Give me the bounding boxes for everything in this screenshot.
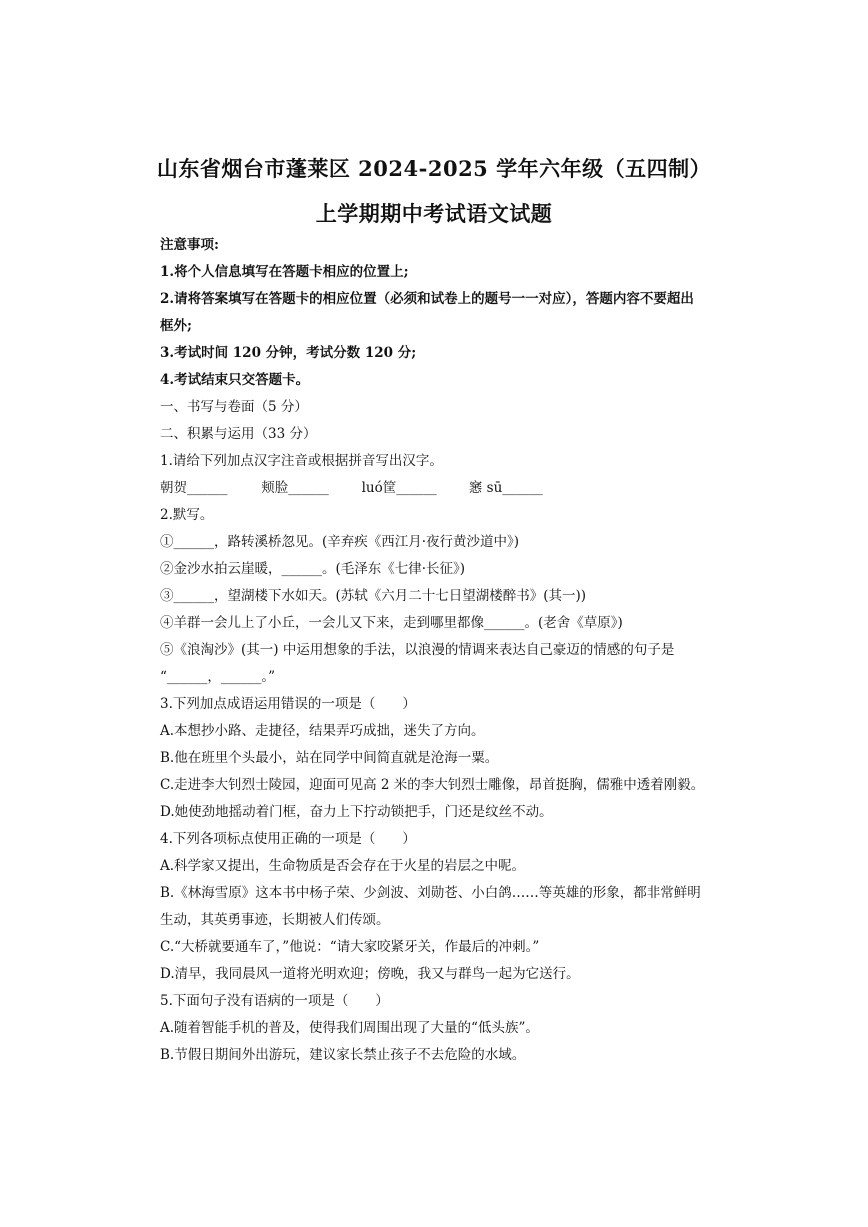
notice-item: 框外;	[160, 318, 192, 334]
answer-option: A.本想抄小路、走捷径，结果弄巧成拙，迷失了方向。	[160, 723, 485, 739]
question-stem: 3.下列加点成语运用错误的一项是（ ）	[160, 696, 416, 712]
answer-option: C.走进李大钊烈士陵园，迎面可见高 2 米的李大钊烈士雕像，昂首挺胸，儒雅中透着刚毅。	[160, 777, 705, 793]
pinyin-item: 窸 sū______	[468, 480, 543, 496]
recitation-line: ①______，路转溪桥忽见。(辛弃疾《西江月·夜行黄沙道中》)	[160, 534, 520, 550]
question-stem: 5.下面句子没有语病的一项是（ ）	[160, 993, 389, 1009]
question-stem: 1.请给下列加点汉字注音或根据拼音写出汉字。	[160, 453, 443, 469]
answer-option: 生动，其英勇事迹，长期被人们传颂。	[160, 912, 390, 928]
answer-option: C.“大桥就要通车了，”他说：“请大家咬紧牙关，作最后的冲刺。”	[160, 939, 540, 955]
pinyin-items-row	[160, 479, 543, 497]
exam-title-line2: 上学期期中考试语文试题	[315, 201, 553, 226]
answer-option: B.节假日期间外出游玩，建议家长禁止孩子不去危险的水域。	[160, 1047, 526, 1063]
pinyin-item: 朝贺______	[160, 480, 228, 496]
answer-option: B.他在班里个头最小，站在同学中间简直就是沧海一粟。	[160, 750, 499, 766]
exam-title-line1: 山东省烟台市蓬莱区 2024-2025 学年六年级（五四制）	[156, 156, 712, 181]
pinyin-item: 颊脸______	[261, 480, 329, 496]
recitation-line: “______，______。”	[160, 669, 276, 685]
notice-item: 1.将个人信息填写在答题卡相应的位置上;	[160, 264, 409, 280]
answer-option: D.她使劲地摇动着门框，奋力上下拧动锁把手，门还是纹丝不动。	[160, 804, 553, 820]
recitation-line: ②金沙水拍云崖暖，______。(毛泽东《七律·长征》)	[160, 561, 466, 577]
recitation-line: ⑤《浪淘沙》(其一) 中运用想象的手法，以浪漫的情调来表达自己豪迈的情感的句子是	[160, 642, 675, 658]
pinyin-item: luó筐______	[361, 480, 437, 496]
question-stem: 2.默写。	[160, 507, 214, 523]
section-heading: 一、书写与卷面（5 分）	[160, 399, 308, 415]
recitation-line: ④羊群一会儿上了小丘，一会儿又下来，走到哪里都像______。(老舍《草原》)	[160, 615, 623, 631]
answer-option: A.随着智能手机的普及，使得我们周围出现了大量的“低头族”。	[160, 1020, 539, 1036]
notice-item: 2.请将答案填写在答题卡的相应位置（必须和试卷上的题号一一对应），答题内容不要超出	[160, 291, 694, 307]
recitation-line: ③______，望湖楼下水如天。(苏轼《六月二十七日望湖楼醉书》(其一))	[160, 588, 587, 604]
answer-option: B.《林海雪原》这本书中杨子荣、少剑波、刘勋苍、小白鸽……等英雄的形象，都非常鲜明	[160, 885, 701, 901]
answer-option: A.科学家又提出，生命物质是否会存在于火星的岩层之中呢。	[160, 858, 526, 874]
question-stem: 4.下列各项标点使用正确的一项是（ ）	[160, 831, 416, 847]
notice-heading: 注意事项:	[160, 237, 219, 253]
answer-option: D.清早，我同晨风一道将光明欢迎；傍晚，我又与群鸟一起为它送行。	[160, 966, 580, 982]
section-heading: 二、积累与运用（33 分）	[160, 426, 317, 442]
notice-item: 3.考试时间 120 分钟，考试分数 120 分;	[160, 345, 417, 361]
notice-item: 4.考试结束只交答题卡。	[160, 372, 310, 388]
